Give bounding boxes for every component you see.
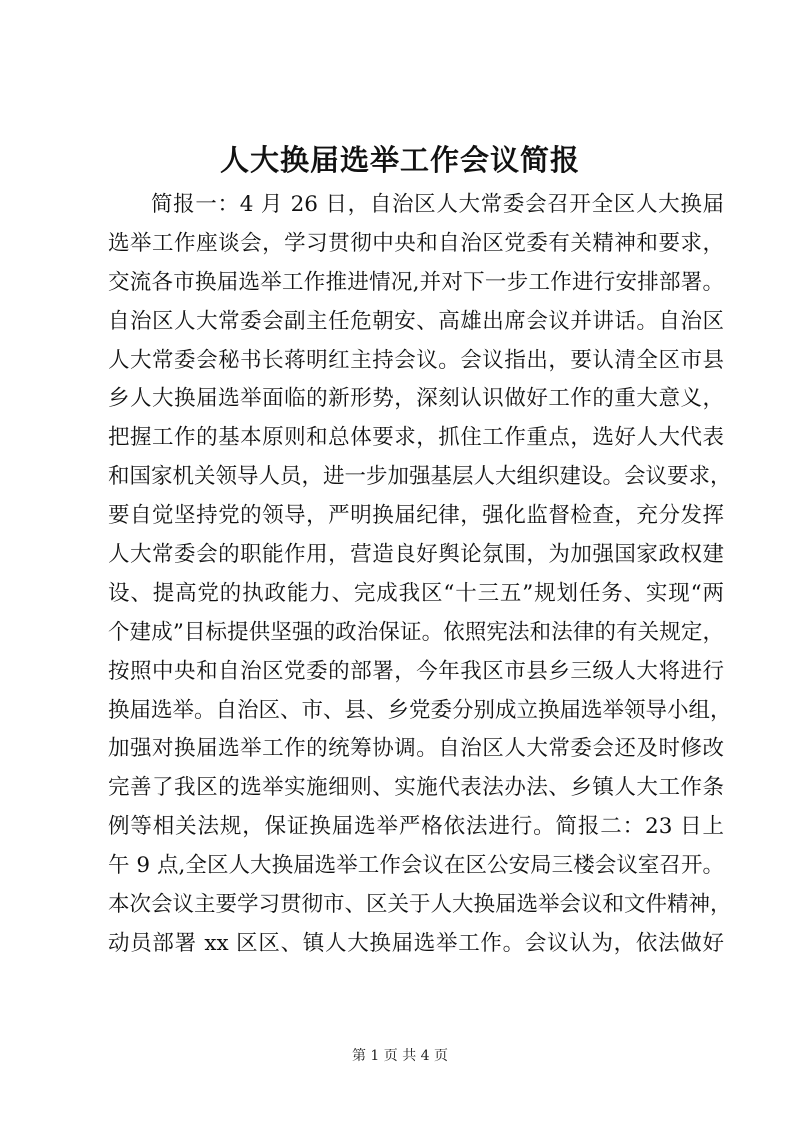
body-line: 完善了我区的选举实施细则、实施代表法办法、乡镇人大工作条 bbox=[108, 775, 724, 801]
body-line: 本次会议主要学习贯彻市、区关于人大换届选举会议和文件精神， bbox=[108, 892, 732, 918]
body-line: 交流各市换届选举工作推进情况,并对下一步工作进行安排部署。 bbox=[108, 269, 724, 295]
body-line: 午 9 点,全区人大换届选举工作会议在区公安局三楼会议室召开。 bbox=[108, 853, 724, 879]
body-line: 动员部署 xx 区区、镇人大换届选举工作。会议认为，依法做好 bbox=[108, 930, 724, 956]
document-body bbox=[108, 186, 732, 964]
body-line: 按照中央和自治区党委的部署，今年我区市县乡三级人大将进行 bbox=[108, 658, 724, 684]
body-line: 设、提高党的执政能力、完成我区“十三五”规划任务、实现“两 bbox=[108, 580, 724, 606]
document-title: 人大换届选举工作会议简报 bbox=[219, 143, 580, 177]
body-line: 把握工作的基本原则和总体要求，抓住工作重点，选好人大代表 bbox=[108, 425, 724, 451]
body-line: 选举工作座谈会，学习贯彻中央和自治区党委有关精神和要求， bbox=[108, 230, 724, 256]
body-line: 自治区人大常委会副主任危朝安、高雄出席会议并讲话。自治区 bbox=[108, 308, 724, 334]
body-line: 例等相关法规，保证换届选举严格依法进行。简报二：23 日上 bbox=[108, 814, 724, 840]
body-line: 换届选举。自治区、市、县、乡党委分别成立换届选举领导小组， bbox=[108, 697, 732, 723]
body-line: 人大常委会的职能作用，营造良好舆论氛围，为加强国家政权建 bbox=[108, 542, 724, 568]
body-line: 人大常委会秘书长蒋明红主持会议。会议指出，要认清全区市县 bbox=[108, 347, 724, 373]
body-line: 个建成”目标提供坚强的政治保证。依照宪法和法律的有关规定， bbox=[108, 619, 724, 645]
body-line: 简报一：4 月 26 日，自治区人大常委会召开全区人大换届 bbox=[151, 192, 724, 217]
body-line: 和国家机关领导人员，进一步加强基层人大组织建设。会议要求， bbox=[108, 464, 732, 490]
page-number: 第 1 页 共 4 页 bbox=[351, 1048, 449, 1064]
body-line: 乡人大换届选举面临的新形势，深刻认识做好工作的重大意义， bbox=[108, 386, 724, 412]
body-line: 加强对换届选举工作的统筹协调。自治区人大常委会还及时修改 bbox=[108, 736, 724, 762]
body-line: 要自觉坚持党的领导，严明换届纪律，强化监督检查，充分发挥 bbox=[108, 503, 724, 529]
